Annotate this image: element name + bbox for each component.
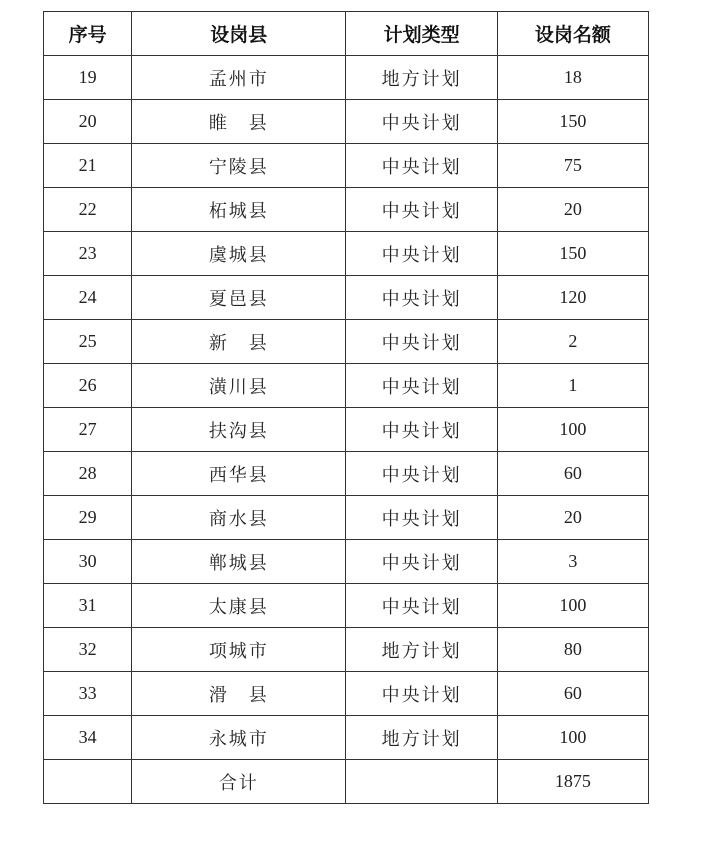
plan-type-cell: 中央计划 (346, 188, 497, 232)
serial-number-cell: 21 (44, 144, 132, 188)
table-row (44, 628, 649, 672)
table-row (44, 452, 649, 496)
serial-number-cell: 29 (44, 496, 132, 540)
quota-cell: 150 (497, 232, 648, 276)
county-cell: 扶沟县 (132, 408, 346, 452)
header-county: 设岗县 (132, 12, 346, 56)
plan-type-cell: 中央计划 (346, 452, 497, 496)
table-header (44, 12, 649, 56)
serial-number-cell: 28 (44, 452, 132, 496)
plan-type-cell: 中央计划 (346, 496, 497, 540)
county-cell: 睢 县 (132, 100, 346, 144)
quota-cell: 3 (497, 540, 648, 584)
plan-type-cell: 中央计划 (346, 672, 497, 716)
county-cell: 西华县 (132, 452, 346, 496)
quota-cell: 75 (497, 144, 648, 188)
total-quota-cell: 1875 (497, 760, 648, 804)
plan-type-cell: 地方计划 (346, 716, 497, 760)
serial-number-cell: 24 (44, 276, 132, 320)
county-cell: 郸城县 (132, 540, 346, 584)
plan-type-cell: 中央计划 (346, 232, 497, 276)
county-cell: 项城市 (132, 628, 346, 672)
table-row (44, 364, 649, 408)
quota-cell: 18 (497, 56, 648, 100)
quota-cell: 60 (497, 452, 648, 496)
serial-number-cell: 26 (44, 364, 132, 408)
plan-type-cell: 中央计划 (346, 584, 497, 628)
county-cell: 太康县 (132, 584, 346, 628)
plan-type-cell: 地方计划 (346, 56, 497, 100)
county-cell: 新 县 (132, 320, 346, 364)
total-label-cell: 合计 (132, 760, 346, 804)
county-cell: 虞城县 (132, 232, 346, 276)
serial-number-cell: 22 (44, 188, 132, 232)
county-cell: 宁陵县 (132, 144, 346, 188)
quota-cell: 1 (497, 364, 648, 408)
plan-type-cell: 中央计划 (346, 144, 497, 188)
table-row (44, 672, 649, 716)
table-row (44, 100, 649, 144)
serial-number-cell: 30 (44, 540, 132, 584)
table-row (44, 232, 649, 276)
table-row (44, 56, 649, 100)
table-body (44, 56, 649, 760)
quota-cell: 60 (497, 672, 648, 716)
serial-number-cell: 34 (44, 716, 132, 760)
county-cell: 夏邑县 (132, 276, 346, 320)
table-row (44, 320, 649, 364)
quota-cell: 100 (497, 408, 648, 452)
total-serial-cell (44, 760, 132, 804)
table-row (44, 276, 649, 320)
quota-cell: 20 (497, 496, 648, 540)
serial-number-cell: 32 (44, 628, 132, 672)
serial-number-cell: 20 (44, 100, 132, 144)
quota-cell: 120 (497, 276, 648, 320)
county-cell: 商水县 (132, 496, 346, 540)
header-row (44, 12, 649, 56)
county-cell: 永城市 (132, 716, 346, 760)
table-row (44, 584, 649, 628)
plan-type-cell: 中央计划 (346, 540, 497, 584)
header-serial-number: 序号 (44, 12, 132, 56)
header-quota: 设岗名额 (497, 12, 648, 56)
serial-number-cell: 19 (44, 56, 132, 100)
table-row (44, 408, 649, 452)
quota-table (43, 11, 649, 804)
total-row (44, 760, 649, 804)
table-footer (44, 760, 649, 804)
table-row (44, 188, 649, 232)
quota-cell: 100 (497, 716, 648, 760)
county-cell: 孟州市 (132, 56, 346, 100)
county-cell: 柘城县 (132, 188, 346, 232)
serial-number-cell: 27 (44, 408, 132, 452)
plan-type-cell: 中央计划 (346, 408, 497, 452)
table-row (44, 144, 649, 188)
table-row (44, 496, 649, 540)
total-type-cell (346, 760, 497, 804)
table-row (44, 540, 649, 584)
quota-cell: 2 (497, 320, 648, 364)
plan-type-cell: 地方计划 (346, 628, 497, 672)
plan-type-cell: 中央计划 (346, 100, 497, 144)
serial-number-cell: 33 (44, 672, 132, 716)
county-cell: 潢川县 (132, 364, 346, 408)
quota-cell: 150 (497, 100, 648, 144)
serial-number-cell: 23 (44, 232, 132, 276)
quota-cell: 20 (497, 188, 648, 232)
serial-number-cell: 25 (44, 320, 132, 364)
plan-type-cell: 中央计划 (346, 320, 497, 364)
quota-cell: 100 (497, 584, 648, 628)
header-plan-type: 计划类型 (346, 12, 497, 56)
county-cell: 滑 县 (132, 672, 346, 716)
plan-type-cell: 中央计划 (346, 364, 497, 408)
table-row (44, 716, 649, 760)
serial-number-cell: 31 (44, 584, 132, 628)
quota-cell: 80 (497, 628, 648, 672)
plan-type-cell: 中央计划 (346, 276, 497, 320)
